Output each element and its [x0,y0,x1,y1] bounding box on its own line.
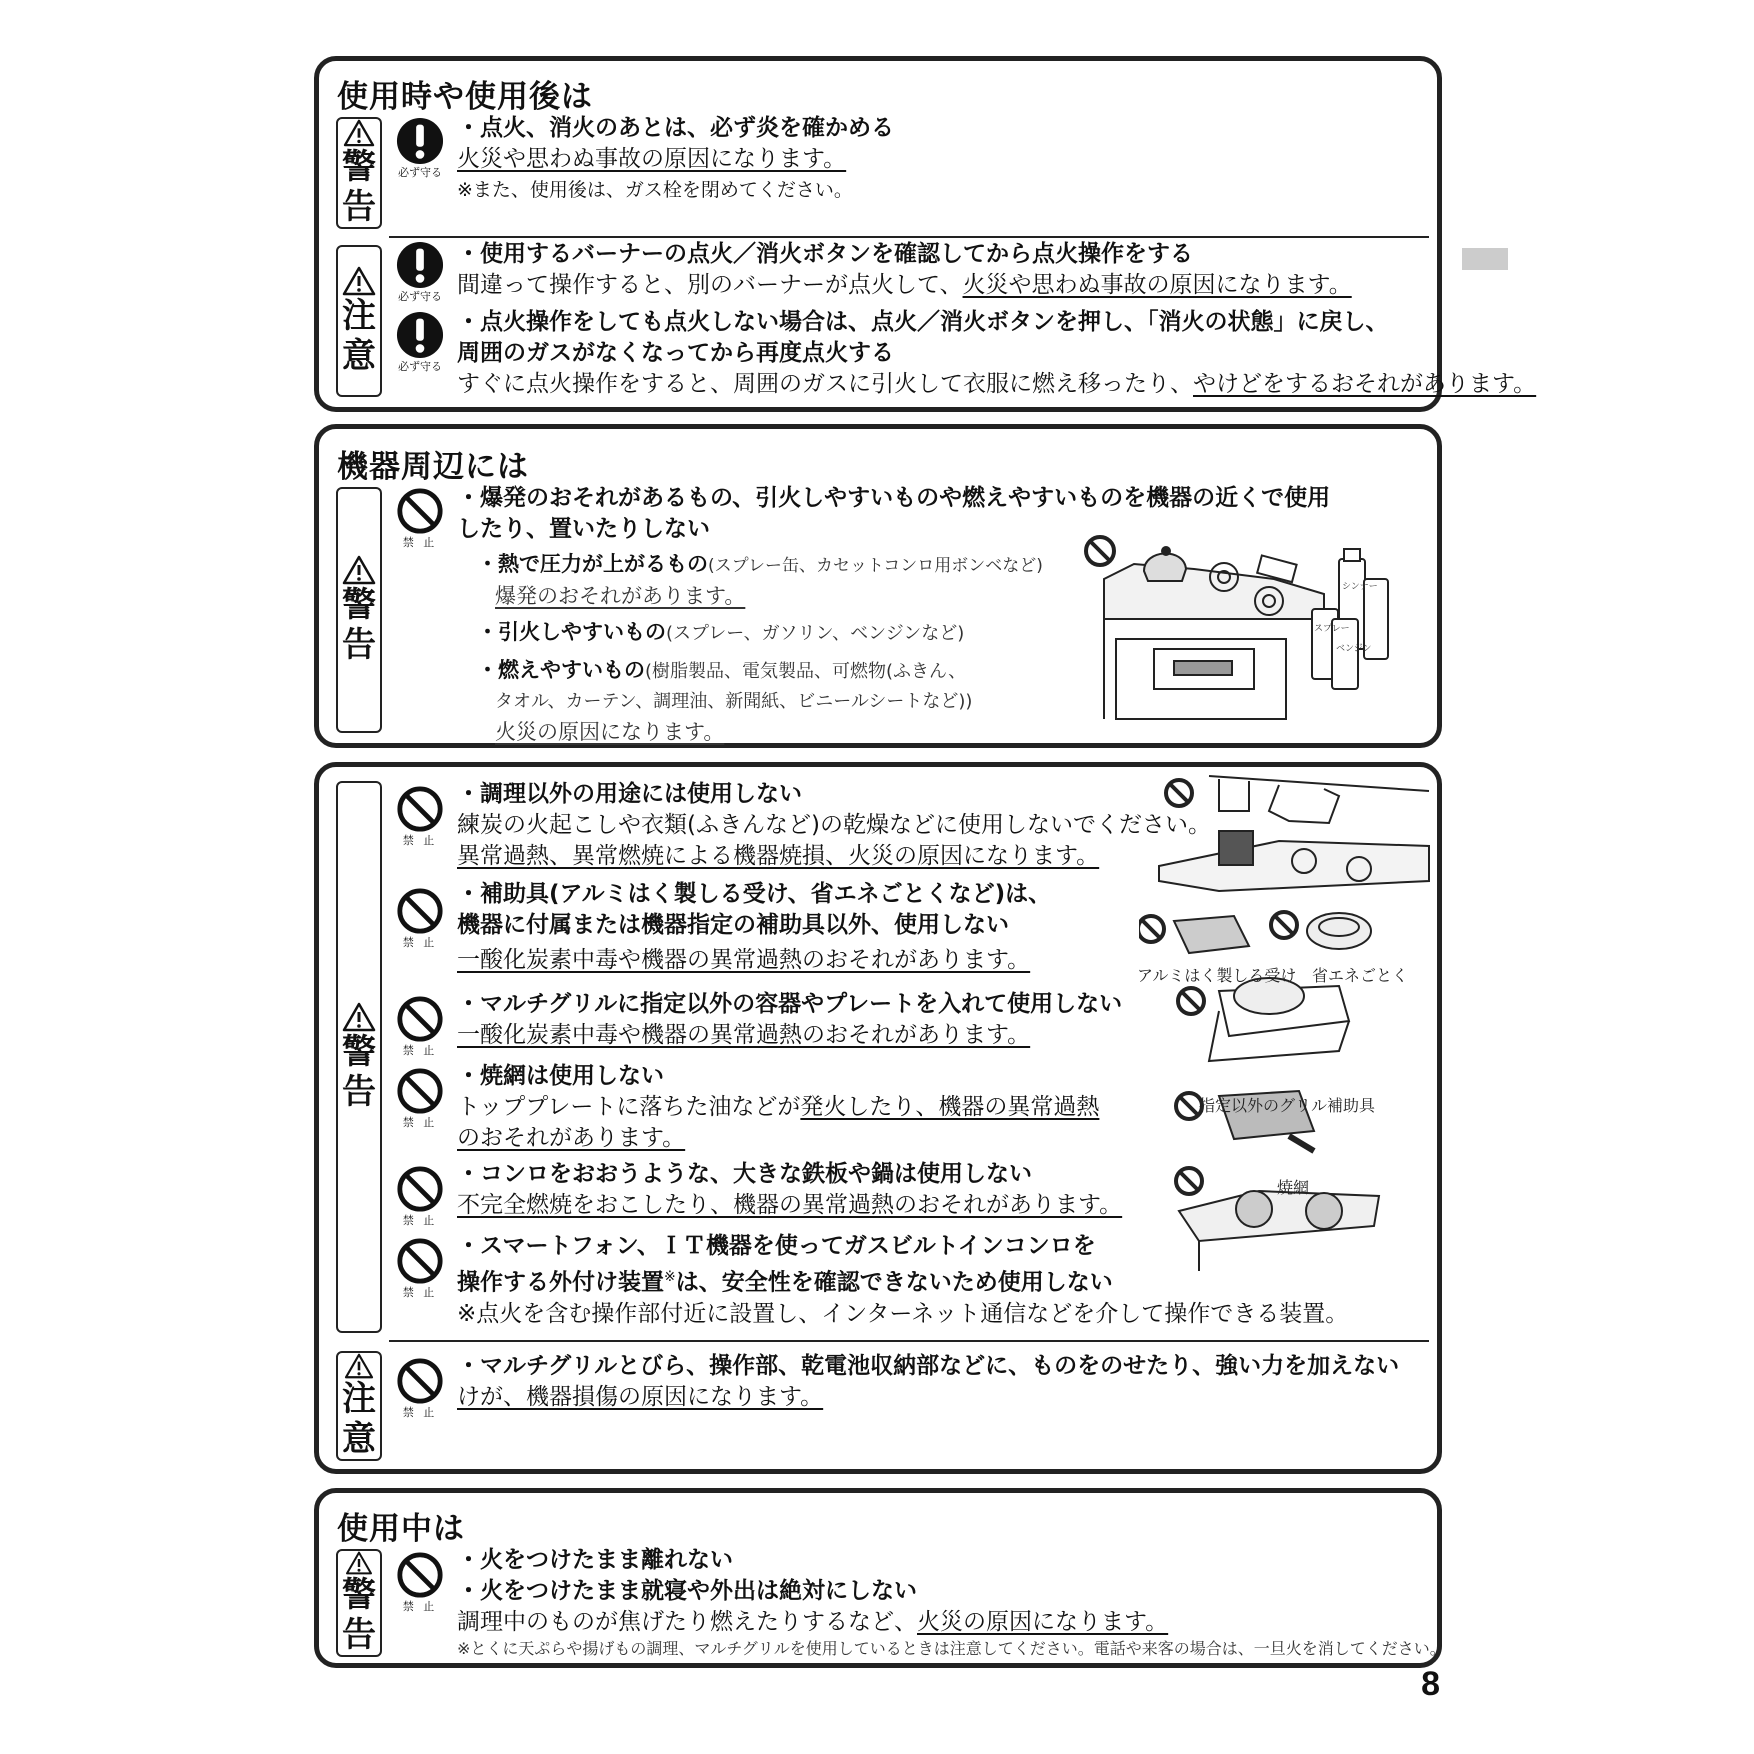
item-text: ・補助具(アルミはく製しる受け、省エネごとくなど)は、 機器に付属または機器指定の補助具以外、使用しない 一酸化炭素中毒や機器の異常過熱のおそれがあります。 [457,881,1052,973]
warning-triangle-icon [342,1551,376,1575]
svg-text:スプレー: スプレー [1314,624,1350,634]
item-text: ・焼網は使用しない トッププレートに落ちた油などが発火したり、機器の異常過熱 のおそれがあります。 [457,1063,1100,1151]
section-title: 使用時や使用後は [337,79,593,115]
item-text: ・火をつけたまま離れない ・火をつけたまま就寝や外出は絶対にしない 調理中のものが焦げたり燃えたりするなど、火災の原因になります。 ※とくに天ぷらや揚げもの調理、マルチグリルを使用しているときは注意してください。電話や来客の場合は、一旦火を消してください。 [457,1547,1446,1658]
caption-ecotrivet: 省エネごとく [1312,966,1409,985]
item-text: ・使用するバーナーの点火／消火ボタンを確認してから点火操作をする 間違って操作すると、別のバーナーが点火して、火災や思わぬ事故の原因になります。 [457,241,1352,298]
prohibited-icon: 禁 止 [394,1067,446,1129]
prohibited-icon: 禁 止 [394,887,446,949]
caution-label: 注 意 [336,1351,382,1461]
stove-flammables-illustration [1074,519,1424,729]
item-text: ・コンロをおおうような、大きな鉄板や鍋は使用しない 不完全燃焼をおこしたり、機器の異常過熱のおそれがあります。 [457,1161,1123,1218]
section-title: 機器周辺には [337,449,529,485]
warning-label: 警 告 [336,487,382,733]
prohibited-icon: 禁 止 [394,487,446,549]
caption-grill-net: 焼網 [1277,1178,1310,1197]
warning-triangle-icon [342,1353,376,1379]
caution-label: 注 意 [336,245,382,397]
warning-label: 警 告 [336,1549,382,1657]
warning-label: 警 告 [336,117,382,229]
prohibited-icon: 禁 止 [394,995,446,1057]
prohibited-icon: 禁 止 [394,1551,446,1613]
svg-text:シンナー: シンナー [1342,582,1378,592]
warning-label: 警 告 [336,781,382,1333]
divider [389,236,1429,238]
prohibited-icon: 禁 止 [394,1357,446,1419]
section-prohibited-uses [314,762,1442,1474]
item-text: ・点火、消火のあとは、必ず炎を確かめる 火災や思わぬ事故の原因になります。 ※また、使用後は、ガス栓を閉めてください。 [457,115,894,201]
mandatory-icon: 必ず守る [394,117,446,179]
warning-triangle-icon [342,1002,376,1032]
prohibited-icon: 禁 止 [394,785,446,847]
prohibited-icon: 禁 止 [394,1237,446,1299]
caption-grill-tool: 指定以外のグリル補助具 [1199,1096,1376,1115]
prohibited-icon: 禁 止 [394,1165,446,1227]
warning-triangle-icon [342,266,376,296]
item-text: ・爆発のおそれがあるもの、引火しやすいものや燃えやすいものを機器の近くで使用 したり、置いたりしない [457,485,1331,542]
item-text: ・マルチグリルとびら、操作部、乾電池収納部などに、ものをのせたり、強い力を加えない けが、機器損傷の原因になります。 [457,1353,1400,1410]
mandatory-icon: 必ず守る [394,241,446,303]
side-tab-marker [1462,248,1508,270]
warning-triangle-icon [342,119,376,147]
mandatory-icon: 必ず守る [394,311,446,373]
item-text: ・点火操作をしても点火しない場合は、点火／消火ボタンを押し、「消火の状態」に戻し、 周囲のガスがなくなってから再度点火する すぐに点火操作をすると、周囲のガスに引火して衣服に燃え移ったり、やけどをするおそれがあります。 [457,309,1537,397]
sub-list: ・熱で圧力が上がるもの(スプレー缶、カセットコンロ用ボンベなど) 爆発のおそれがあります。 ・引火しやすいもの(スプレー、ガソリン、ベンジンなど) ・燃えやすいもの(樹脂製品、電気製品、可燃物(ふきん、 タオル、カーテン、調理油、新聞紙、ビニールシートなど)) 火災の原因になります。 [477,552,1043,744]
item-text: ・スマートフォン、ＩＴ機器を使ってガスビルトインコンロを 操作する外付け装置※は、安全性を確認できないため使用しない ※点火を含む操作部付近に設置し、インターネット通信などを介して操作できる装置。 [457,1233,1349,1327]
section-after-use [314,56,1537,412]
divider [389,1340,1429,1342]
item-text: ・調理以外の用途には使用しない 練炭の火起こしや衣類(ふきんなど)の乾燥などに使用しないでください。 異常過熱、異常燃焼による機器焼損、火災の原因になります。 [457,781,1211,869]
warning-triangle-icon [342,555,376,585]
item-text: ・マルチグリルに指定以外の容器やプレートを入れて使用しない 一酸化炭素中毒や機器の異常過熱のおそれがあります。 [457,991,1123,1048]
section-around-appliance [314,424,1442,748]
caption-foil: アルミはく製しる受け [1137,966,1297,985]
page-number: 8 [1421,1665,1440,1703]
section-during-use [314,1488,1446,1668]
section-title: 使用中は [337,1511,465,1547]
cooking-misuse-illustrations [1139,771,1439,1291]
svg-text:ベンジン: ベンジン [1336,644,1372,654]
